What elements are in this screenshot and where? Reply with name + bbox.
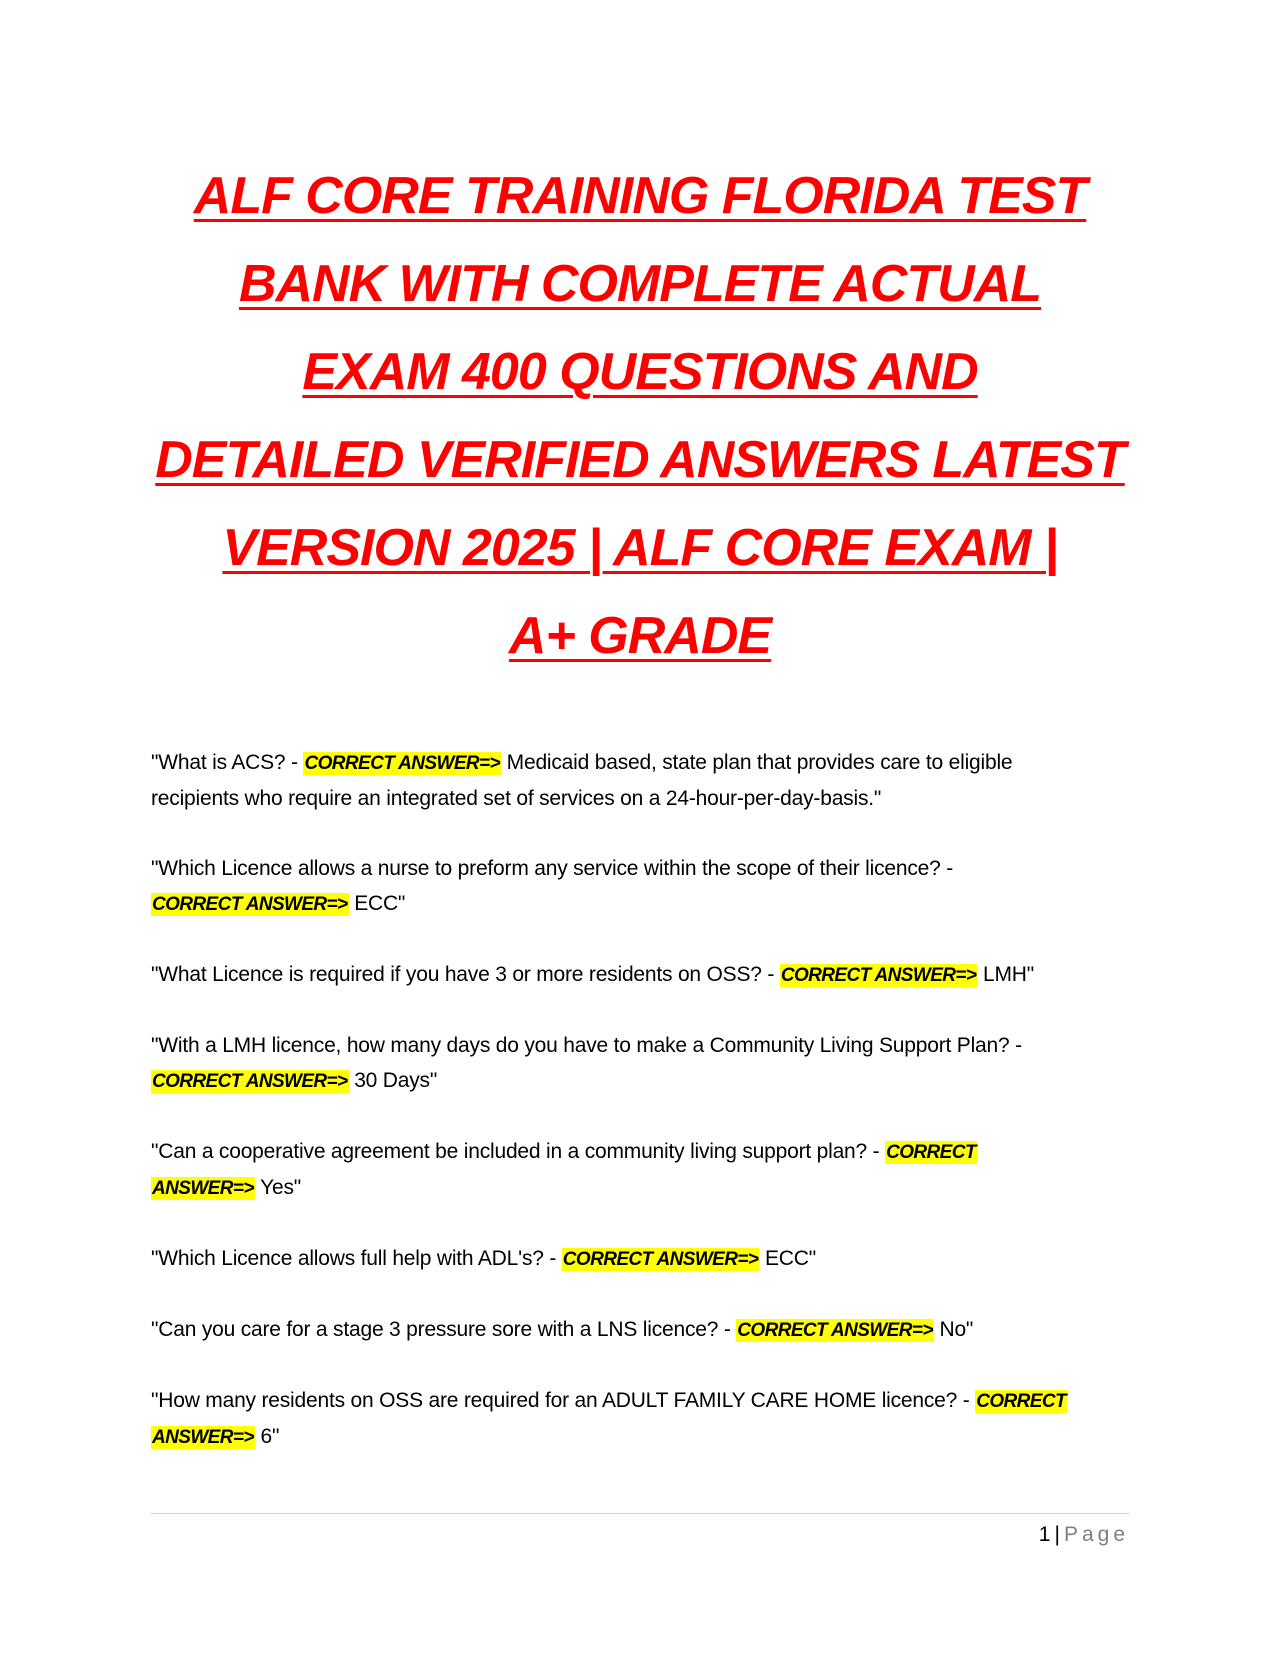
question-text: "What Licence is required if you have 3 or more residents on OSS? - (151, 963, 780, 986)
qa-item-4 (151, 1028, 1141, 1099)
page-footer (1039, 1520, 1129, 1550)
title-line: A+ GRADE (508, 607, 772, 665)
qa-line (151, 1134, 1141, 1170)
question-text: "Which Licence allows a nurse to preform any service within the scope of their licence? - (151, 857, 954, 880)
title-line: DETAILED VERIFIED ANSWERS LATEST (155, 431, 1125, 489)
qa-item-6 (151, 1241, 1141, 1277)
answer-text: 6" (254, 1425, 280, 1448)
qa-item-7 (151, 1312, 1141, 1348)
correct-answer-tag-part1: CORRECT (976, 1391, 1066, 1412)
qa-line (151, 1170, 1141, 1206)
qa-item-2 (151, 851, 1141, 922)
question-text: "Can a cooperative agreement be included in a community living support plan? - (151, 1140, 886, 1163)
qa-line (151, 886, 1141, 922)
document-title (140, 152, 1140, 680)
answer-text: ECC" (759, 1247, 816, 1270)
correct-answer-tag-part2: ANSWER=> (152, 1427, 254, 1448)
question-text: "Which Licence allows full help with ADL's? - (151, 1247, 562, 1270)
answer-text: LMH" (977, 963, 1035, 986)
answer-text: ECC" (348, 892, 406, 915)
qa-line (151, 1383, 1141, 1419)
answer-text: Yes" (254, 1176, 302, 1199)
qa-line (151, 1419, 1141, 1455)
question-text: "Can you care for a stage 3 pressure sore with a LNS licence? - (151, 1318, 737, 1341)
title-line: ALF CORE TRAINING FLORIDA TEST (193, 167, 1087, 225)
qa-line (151, 745, 1141, 781)
correct-answer-tag-part2: ANSWER=> (152, 1178, 254, 1199)
question-answer-list (151, 745, 1141, 1490)
correct-answer-tag-part1: CORRECT (886, 1142, 976, 1163)
qa-item-3 (151, 957, 1141, 993)
qa-line (151, 957, 1141, 993)
title-line: VERSION 2025 | ALF CORE EXAM | (222, 519, 1058, 577)
footer-separator: | (1054, 1523, 1060, 1546)
answer-text: Medicaid based, state plan that provides care to eligible (501, 751, 1013, 774)
answer-text: No" (933, 1318, 974, 1341)
qa-item-8 (151, 1383, 1141, 1455)
qa-line (151, 1241, 1141, 1277)
page-label: Page (1063, 1523, 1129, 1546)
correct-answer-tag: CORRECT ANSWER=> (304, 753, 501, 774)
question-text: "What is ACS? - (151, 751, 304, 774)
question-text: "How many residents on OSS are required for an ADULT FAMILY CARE HOME licence? - (151, 1389, 976, 1412)
correct-answer-tag: CORRECT ANSWER=> (152, 894, 348, 915)
title-line: EXAM 400 QUESTIONS AND (302, 343, 978, 401)
correct-answer-tag: CORRECT ANSWER=> (737, 1320, 933, 1341)
qa-item-5 (151, 1134, 1141, 1206)
footer-divider (151, 1513, 1129, 1514)
answer-text: 30 Days" (348, 1069, 438, 1092)
correct-answer-tag: CORRECT ANSWER=> (152, 1071, 348, 1092)
qa-line: recipients who require an integrated set of services on a 24-hour-per-day-basis." (151, 787, 882, 810)
qa-item-1 (151, 745, 1141, 816)
question-text: "With a LMH licence, how many days do you have to make a Community Living Support Plan? - (151, 1034, 1022, 1057)
correct-answer-tag: CORRECT ANSWER=> (562, 1249, 759, 1270)
qa-line (151, 1312, 1141, 1348)
title-line: BANK WITH COMPLETE ACTUAL (238, 255, 1042, 313)
correct-answer-tag: CORRECT ANSWER=> (780, 965, 977, 986)
qa-line (151, 1063, 1141, 1099)
page-number: 1 (1038, 1523, 1051, 1546)
